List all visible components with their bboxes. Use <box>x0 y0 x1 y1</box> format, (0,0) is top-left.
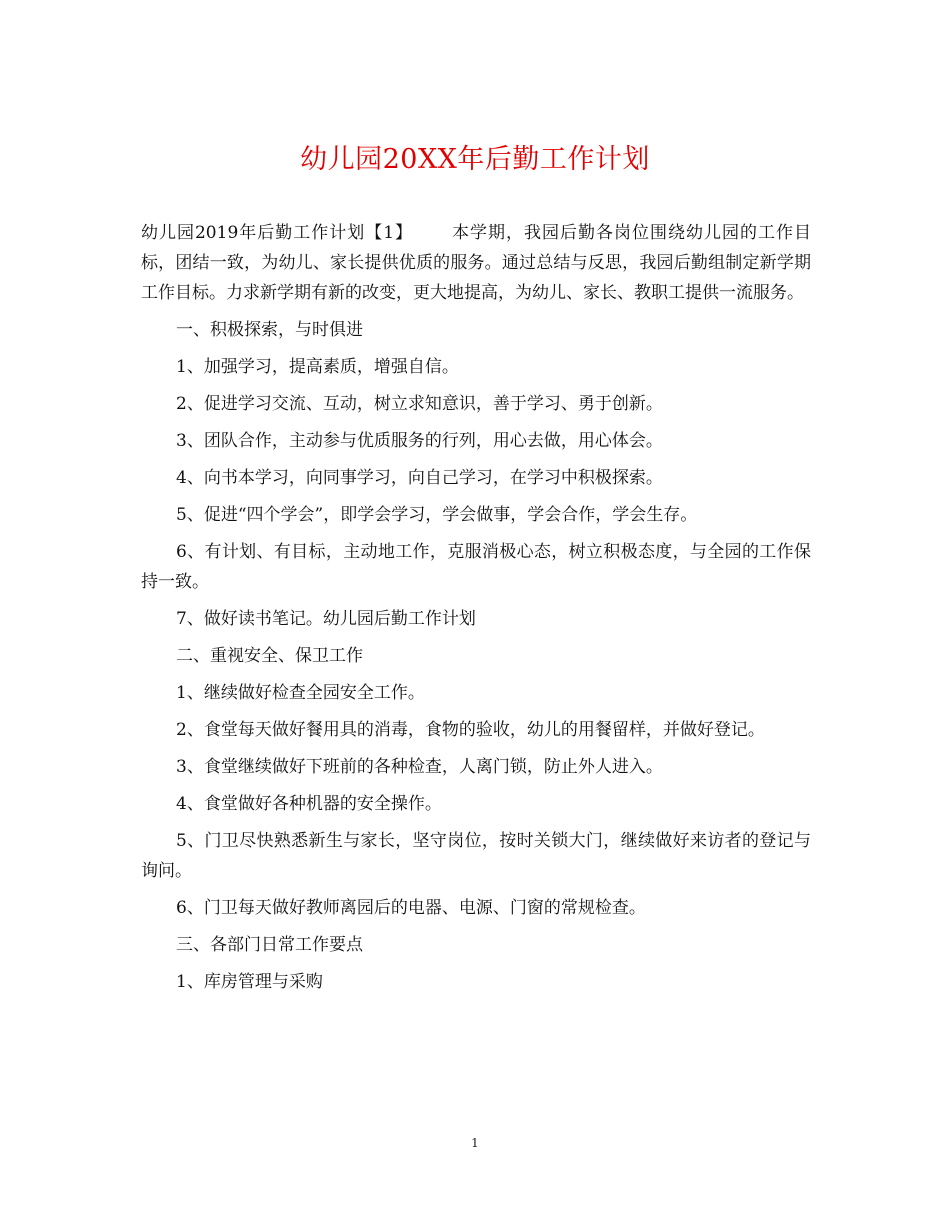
paragraph: 3、团队合作，主动参与优质服务的行列，用心去做，用心体会。 <box>176 431 663 451</box>
paragraph: 1、继续做好检查全园安全工作。 <box>176 683 425 703</box>
paragraph: 5、促进“四个学会”，即学会学习，学会做事，学会合作，学会生存。 <box>176 505 698 525</box>
paragraph: 2、促进学习交流、互动，树立求知意识，善于学习、勇于创新。 <box>176 394 663 414</box>
paragraph: 6、有计划、有目标，主动地工作，克服消极心态，树立积极态度，与全园的工作保持一致。 <box>141 542 811 592</box>
paragraph: 一、积极探索，与时俱进 <box>176 320 363 340</box>
paragraph: 1、库房管理与采购 <box>176 972 323 992</box>
document-body <box>141 218 811 1004</box>
paragraph: 3、食堂继续做好下班前的各种检查，人离门锁，防止外人进入。 <box>176 757 663 777</box>
paragraph: 4、向书本学习，向同事学习，向自己学习，在学习中积极探索。 <box>176 468 663 488</box>
paragraph: 三、各部门日常工作要点 <box>176 935 363 955</box>
intro-label: 幼儿园2019年后勤工作计划【1】 <box>141 223 414 243</box>
paragraph: 7、做好读书笔记。幼儿园后勤工作计划 <box>176 609 476 629</box>
paragraph: 5、门卫尽快熟悉新生与家长，坚守岗位，按时关锁大门，继续做好来访者的登记与询问。 <box>141 831 811 881</box>
intro-text: 本学期，我园后勤各岗位围绕幼儿园的工作目标，团结一致，为幼儿、家长提供优质的服务。通过总结与反思，我园后勤组制定新学期工作目标。力求新学期有新的改变，更大地提高，为幼儿、家长、教职工提供一流服务。 <box>141 223 811 303</box>
paragraph: 1、加强学习，提高素质，增强自信。 <box>176 357 459 377</box>
document-title: 幼儿园20XX年后勤工作计划 <box>300 144 650 175</box>
page-number: 1 <box>471 1136 479 1150</box>
paragraph: 4、食堂做好各种机器的安全操作。 <box>176 794 442 814</box>
intro-paragraph <box>141 218 811 308</box>
paragraph: 二、重视安全、保卫工作 <box>176 646 363 666</box>
paragraph: 6、门卫每天做好教师离园后的电器、电源、门窗的常规检查。 <box>176 898 646 918</box>
paragraph: 2、食堂每天做好餐用具的消毒，食物的验收，幼儿的用餐留样，并做好登记。 <box>176 720 765 740</box>
